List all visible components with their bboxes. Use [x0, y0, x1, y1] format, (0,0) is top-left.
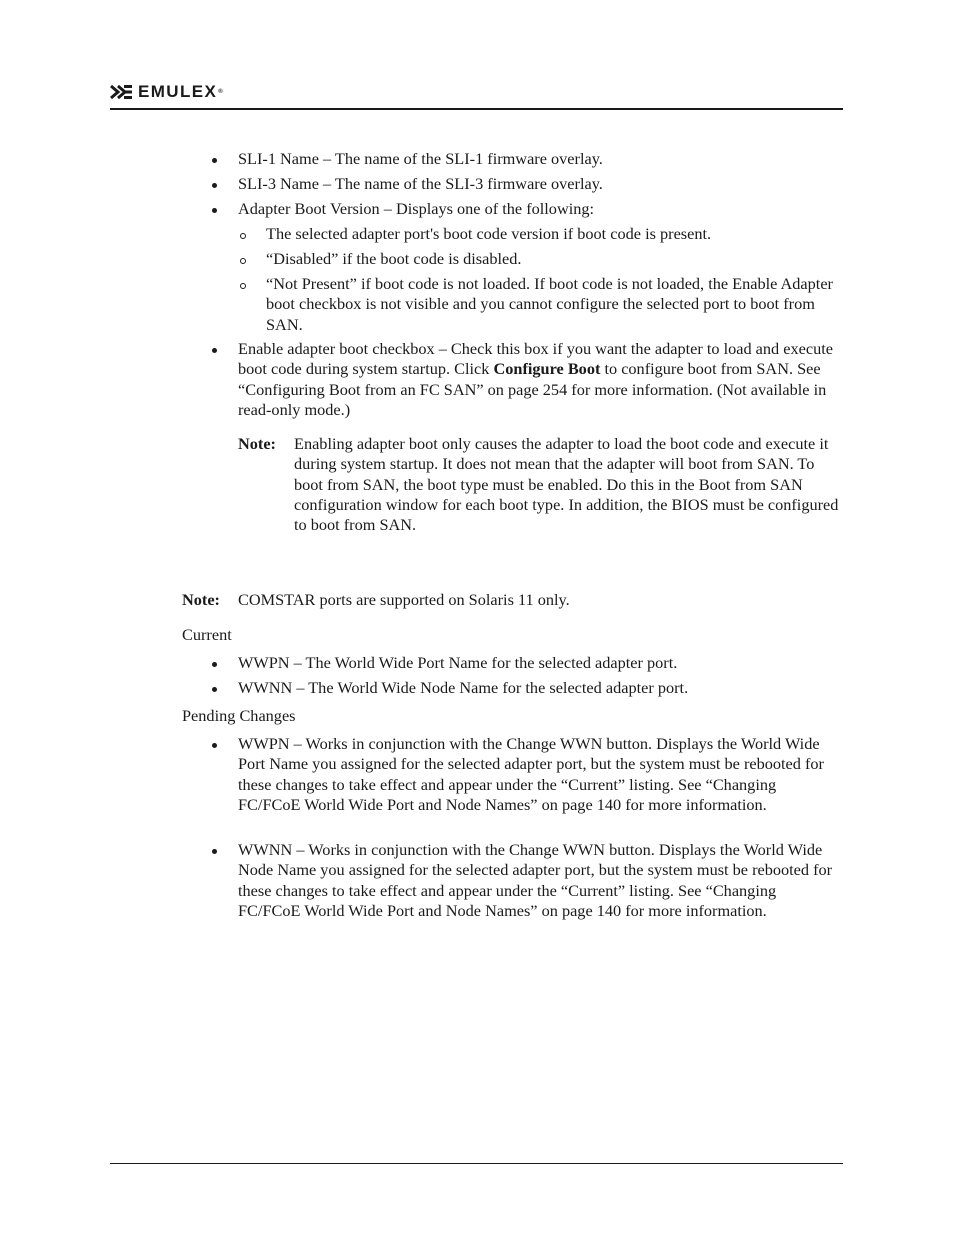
list-item-pending-wwnn: WWNN – Works in conjunction with the Change WWN button. Displays the World Wide Node Name you assigned for the selected adapter port, but the system must be rebooted for these changes to take effect and appear under the “Current” listing. See “Changing FC/FCoE World Wide Port and Node Names” on page 140 for more information. [238, 840, 833, 920]
configure-boot-label: Configure Boot [493, 359, 601, 379]
sub-item-not-present: “Not Present” if boot code is not loaded. If boot code is not loaded, the Enable Adapter boot checkbox is not visible and you cannot configure the selected port to boot from SAN. [266, 274, 833, 334]
list-item-sli1: SLI-1 Name – The name of the SLI-1 firmware overlay. [238, 149, 603, 168]
sub-bullet-icon [240, 258, 246, 264]
sub-item-disabled: “Disabled” if the boot code is disabled. [266, 249, 522, 268]
sub-bullet-icon [240, 283, 246, 289]
bullet-icon [212, 743, 217, 748]
emulex-logo [110, 82, 224, 102]
bullet-icon [212, 687, 217, 692]
sub-item-boot-version: The selected adapter port's boot code version if boot code is present. [266, 224, 712, 243]
list-item-enable-boot: Enable adapter boot checkbox – Check this box if you want the adapter to load and execute boot code during system startup. Click Configure Boot to configure boot from SAN. See “Configuring Boot from an FC SAN” on page 254 for more information. (Not available in read-only mode.) [238, 339, 833, 419]
list-item-current-wwnn: WWNN – The World Wide Node Name for the selected adapter port. [238, 678, 689, 697]
list-item-pending-wwpn: WWPN – Works in conjunction with the Change WWN button. Displays the World Wide Port Name you assigned for the selected adapter port, but the system must be rebooted for these changes to take effect and appear under the “Current” listing. See “Changing FC/FCoE World Wide Port and Node Names” on page 140 for more information. [238, 734, 824, 814]
note-text: Enabling adapter boot only causes the adapter to load the boot code and execute it during system startup. It does not mean that the adapter will boot from SAN. To boot from SAN, the boot type must be enabled. Do this in the Boot from SAN configuration window for each boot type. In addition, the BIOS must be configured to boot from SAN. [294, 434, 839, 535]
bullet-icon [212, 183, 217, 188]
sub-bullet-icon [240, 233, 246, 239]
list-item-adapter-boot-version: Adapter Boot Version – Displays one of the following: [238, 199, 595, 218]
section-heading-current: Current [182, 625, 232, 644]
footer-rule [110, 1163, 843, 1164]
brand-name: EMULEX® [138, 82, 225, 101]
bullet-icon [212, 348, 217, 353]
emulex-mark-icon [110, 84, 132, 100]
note-label: Note: [238, 434, 276, 453]
page-header [110, 78, 843, 110]
bullet-icon [212, 662, 217, 667]
bullet-icon [212, 849, 217, 854]
bullet-icon [212, 158, 217, 163]
note-label: Note: [182, 590, 220, 609]
header-rule [110, 108, 843, 110]
note-text: COMSTAR ports are supported on Solaris 11 only. [238, 590, 570, 609]
section-heading-pending: Pending Changes [182, 706, 296, 725]
bullet-icon [212, 208, 217, 213]
list-item-sli3: SLI-3 Name – The name of the SLI-3 firmware overlay. [238, 174, 603, 193]
list-item-current-wwpn: WWPN – The World Wide Port Name for the selected adapter port. [238, 653, 678, 672]
